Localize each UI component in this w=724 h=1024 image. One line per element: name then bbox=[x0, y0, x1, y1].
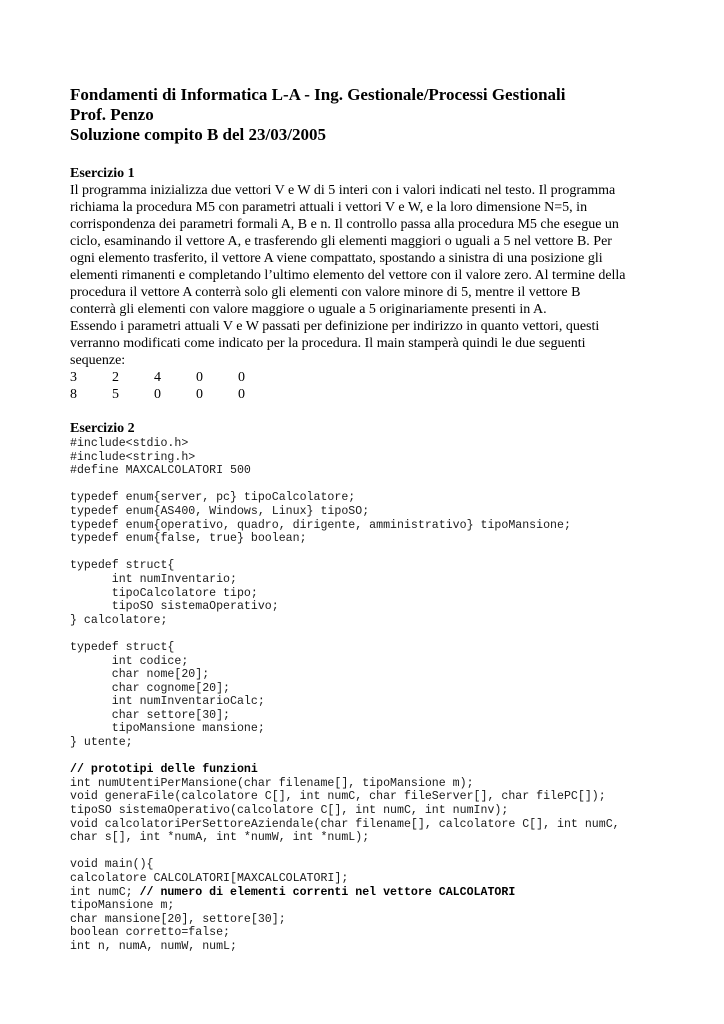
code-text: int numUtentiPerMansione(char filename[], tipoMansione m); bbox=[70, 776, 474, 790]
code-line bbox=[70, 695, 660, 709]
code-text: #include<stdio.h> bbox=[70, 437, 189, 450]
code-line bbox=[70, 614, 660, 628]
code-line bbox=[70, 573, 660, 587]
code-text: int n, numA, numW, numL; bbox=[70, 939, 237, 953]
sequence-value: 0 bbox=[238, 370, 245, 385]
exam-title: Soluzione compito B del 23/03/2005 bbox=[70, 125, 326, 144]
sequence-value: 0 bbox=[238, 387, 245, 402]
code-line bbox=[70, 777, 660, 791]
exercise-2-heading: Esercizio 2 bbox=[70, 421, 135, 436]
code-line bbox=[70, 845, 660, 859]
sequence-value: 5 bbox=[112, 387, 119, 402]
sequence-value: 2 bbox=[112, 370, 119, 385]
code-line bbox=[70, 750, 660, 764]
exercise-2-section bbox=[70, 420, 660, 954]
paragraph-line: verranno modificati come indicato per la procedura. Il main stamperà quindi le due seguenti bbox=[70, 336, 586, 351]
code-text: } calcolatore; bbox=[70, 613, 168, 627]
code-line bbox=[70, 668, 660, 682]
code-comment: // prototipi delle funzioni bbox=[70, 763, 258, 777]
code-line bbox=[70, 858, 660, 872]
code-line bbox=[70, 736, 660, 750]
code-text: char mansione[20], settore[30]; bbox=[70, 912, 286, 926]
professor-name: Prof. Penzo bbox=[70, 105, 154, 124]
code-line bbox=[70, 872, 660, 886]
code-line bbox=[70, 818, 660, 832]
code-line bbox=[70, 491, 660, 505]
paragraph-line: richiama la procedura M5 con parametri attuali i vettori V e W, e la loro dimensione N=5, in bbox=[70, 200, 588, 215]
code-text: #include<string.h> bbox=[70, 450, 196, 464]
code-line bbox=[70, 886, 660, 900]
code-line bbox=[70, 926, 660, 940]
exercise-1-section bbox=[70, 165, 660, 403]
code-text: char nome[20]; bbox=[70, 668, 210, 682]
code-line bbox=[70, 641, 660, 655]
code-text: void calcolatoriPerSettoreAziendale(char filename[], calcolatore C[], int numC, bbox=[70, 817, 620, 831]
code-text: char settore[30]; bbox=[70, 708, 231, 722]
code-text: tipoSO sistemaOperativo(calcolatore C[], int numC, int numInv); bbox=[70, 804, 509, 818]
code-text: int numInventario; bbox=[70, 572, 237, 586]
code-line bbox=[70, 505, 660, 519]
code-text: tipoSO sistemaOperativo; bbox=[70, 600, 279, 614]
code-line bbox=[70, 546, 660, 560]
sequence-row bbox=[70, 386, 660, 403]
document-header bbox=[70, 85, 660, 145]
code-text: tipoCalcolatore tipo; bbox=[70, 586, 258, 600]
code-line bbox=[70, 804, 660, 818]
code-text: void main(){ bbox=[70, 858, 154, 872]
code-line bbox=[70, 899, 660, 913]
code-line bbox=[70, 532, 660, 546]
paragraph-line: ogni elemento trasferito, il vettore A viene compattato, spostando a sinistra di una posizione gli bbox=[70, 251, 603, 266]
code-line bbox=[70, 790, 660, 804]
code-text: tipoMansione mansione; bbox=[70, 722, 265, 736]
code-line bbox=[70, 682, 660, 696]
paragraph-line: Essendo i parametri attuali V e W passati per definizione per indirizzo in quanto vettori, questi bbox=[70, 319, 600, 334]
code-line bbox=[70, 587, 660, 601]
code-text: #define MAXCALCOLATORI 500 bbox=[70, 464, 251, 478]
paragraph-line: ciclo, esaminando il vettore A, e trasferendo gli elementi maggiori o uguali a 5 nel vettore B. Per bbox=[70, 234, 612, 249]
code-text: typedef struct{ bbox=[70, 640, 175, 654]
code-text: char s[], int *numA, int *numW, int *numL); bbox=[70, 831, 370, 845]
code-text: typedef enum{AS400, Windows, Linux} tipoSO; bbox=[70, 504, 370, 518]
code-text: void generaFile(calcolatore C[], int numC, char fileServer[], char filePC[]); bbox=[70, 790, 606, 804]
sequence-row bbox=[70, 369, 660, 386]
sequence-value: 4 bbox=[154, 370, 161, 385]
code-line bbox=[70, 831, 660, 845]
paragraph-line: corrispondenza dei parametri formali A, B e n. Il controllo passa alla procedura M5 che esegue un bbox=[70, 217, 619, 232]
sequence-value: 0 bbox=[154, 387, 161, 402]
exercise-1-sequences bbox=[70, 369, 660, 403]
code-line bbox=[70, 763, 660, 777]
paragraph-line: sequenze: bbox=[70, 353, 126, 368]
code-text: boolean corretto=false; bbox=[70, 926, 231, 940]
code-text: calcolatore CALCOLATORI[MAXCALCOLATORI]; bbox=[70, 872, 349, 885]
code-text: char cognome[20]; bbox=[70, 681, 231, 695]
code-line bbox=[70, 451, 660, 465]
code-line bbox=[70, 940, 660, 954]
code-line bbox=[70, 627, 660, 641]
sequence-value: 0 bbox=[196, 387, 203, 402]
code-line bbox=[70, 913, 660, 927]
course-title: Fondamenti di Informatica L-A - Ing. Gestionale/Processi Gestionali bbox=[70, 85, 566, 104]
sequence-value: 0 bbox=[196, 370, 203, 385]
code-line bbox=[70, 519, 660, 533]
code-text: typedef enum{false, true} boolean; bbox=[70, 532, 307, 546]
code-line bbox=[70, 478, 660, 492]
exercise-1-text bbox=[70, 182, 660, 369]
code-line bbox=[70, 600, 660, 614]
code-line bbox=[70, 437, 660, 451]
paragraph-line: procedura il vettore A conterrà solo gli elementi con valore minore di 5, mentre il vettore B bbox=[70, 285, 581, 300]
code-listing bbox=[70, 437, 660, 954]
code-text: int numInventarioCalc; bbox=[70, 695, 265, 709]
code-text: typedef enum{operativo, quadro, dirigente, amministrativo} tipoMansione; bbox=[70, 518, 571, 532]
paragraph-line: Il programma inizializza due vettori V e W di 5 interi con i valori indicati nel testo. Il programma bbox=[70, 183, 616, 198]
paragraph-line: elementi rimanenti e completando l’ultimo elemento del vettore con il valore zero. Al termine della bbox=[70, 268, 626, 283]
exercise-1-heading: Esercizio 1 bbox=[70, 166, 135, 181]
code-line bbox=[70, 709, 660, 723]
paragraph-line: conterrà gli elementi con valore maggiore o uguale a 5 originariamente presenti in A. bbox=[70, 302, 547, 317]
code-text: typedef enum{server, pc} tipoCalcolatore; bbox=[70, 491, 356, 505]
code-comment: // numero di elementi correnti nel vettore CALCOLATORI bbox=[139, 885, 516, 899]
code-text: int numC; bbox=[70, 885, 140, 899]
code-text: typedef struct{ bbox=[70, 559, 175, 573]
code-text: } utente; bbox=[70, 736, 133, 750]
code-line bbox=[70, 722, 660, 736]
sequence-value: 8 bbox=[70, 387, 77, 402]
document-page bbox=[70, 85, 660, 954]
code-line bbox=[70, 464, 660, 478]
code-line bbox=[70, 655, 660, 669]
code-line bbox=[70, 559, 660, 573]
code-text: int codice; bbox=[70, 654, 189, 668]
code-text: tipoMansione m; bbox=[70, 899, 175, 913]
sequence-value: 3 bbox=[70, 370, 77, 385]
